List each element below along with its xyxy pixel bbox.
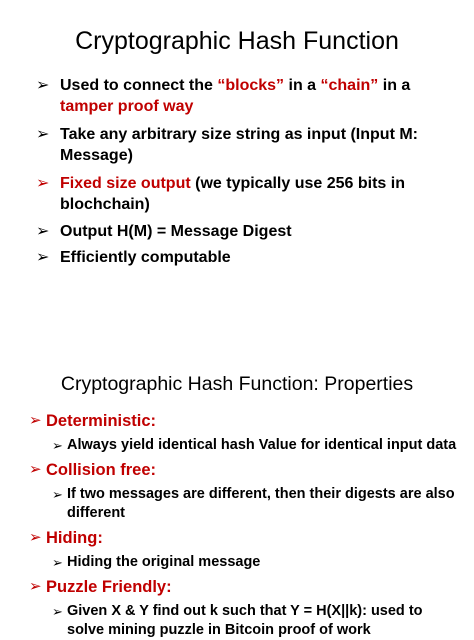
bullet-1-tamper: tamper proof way xyxy=(60,98,194,115)
arrow-bullet-icon: ➢ xyxy=(52,438,63,453)
property-collision-free xyxy=(29,460,157,480)
property-deterministic xyxy=(29,411,157,431)
arrow-bullet-icon: ➢ xyxy=(29,578,42,595)
property-heading: Collision free: xyxy=(46,461,157,479)
property-detail xyxy=(52,485,455,523)
arrow-bullet-icon: ➢ xyxy=(36,175,50,192)
slide-title: Cryptographic Hash Function xyxy=(75,27,399,55)
bullet-2-text: Take any arbitrary size string as input (Input M: xyxy=(60,126,418,143)
property-detail-text: Always yield identical hash Value for identical input data xyxy=(67,437,457,453)
property-detail xyxy=(52,553,261,572)
arrow-bullet-icon: ➢ xyxy=(52,487,63,502)
property-heading: Puzzle Friendly: xyxy=(46,578,172,596)
bullet-3-fixed: Fixed size output xyxy=(60,175,191,192)
bullet-2-text-2: Message) xyxy=(60,147,133,164)
bullet-5-text: Efficiently computable xyxy=(60,249,231,266)
slide-hash-properties xyxy=(0,360,474,638)
bullet-1-text-c: in a xyxy=(378,77,411,94)
property-detail xyxy=(52,436,457,455)
bullet-4-text: Output H(M) = Message Digest xyxy=(60,223,292,240)
bullet-4 xyxy=(36,221,292,242)
arrow-bullet-icon: ➢ xyxy=(36,126,50,143)
arrow-bullet-icon: ➢ xyxy=(29,461,42,478)
bullet-3 xyxy=(36,173,405,215)
bullet-1 xyxy=(36,75,411,117)
property-detail-text: Given X & Y find out k such that Y = H(X||k): used to xyxy=(67,603,423,619)
arrow-bullet-icon: ➢ xyxy=(52,555,63,570)
arrow-bullet-icon: ➢ xyxy=(36,77,50,94)
arrow-bullet-icon: ➢ xyxy=(36,223,50,240)
property-detail-text: solve mining puzzle in Bitcoin proof of work xyxy=(67,622,371,638)
bullet-1-blocks: “blocks” xyxy=(217,77,285,94)
bullet-5 xyxy=(36,247,231,268)
property-detail-text: If two messages are different, then their digests are also xyxy=(67,486,455,502)
property-heading: Deterministic: xyxy=(46,412,157,430)
property-hiding xyxy=(29,528,103,548)
arrow-bullet-icon: ➢ xyxy=(52,604,63,619)
property-detail xyxy=(52,602,423,640)
bullet-1-chain: “chain” xyxy=(320,77,379,94)
arrow-bullet-icon: ➢ xyxy=(29,529,42,546)
slide-title: Cryptographic Hash Function: Properties xyxy=(60,373,414,395)
property-detail-text: Hiding the original message xyxy=(67,554,261,570)
property-puzzle-friendly xyxy=(29,577,172,597)
bullet-1-text-a: Used to connect the xyxy=(60,77,218,94)
property-detail-text: different xyxy=(67,505,125,521)
bullet-3-text: (we typically use 256 bits in xyxy=(190,175,405,192)
bullet-2 xyxy=(36,124,418,166)
bullet-1-text-b: in a xyxy=(284,77,321,94)
arrow-bullet-icon: ➢ xyxy=(36,249,50,266)
bullet-3-text-2: blochchain) xyxy=(60,196,150,213)
arrow-bullet-icon: ➢ xyxy=(29,412,42,429)
property-heading: Hiding: xyxy=(46,529,103,547)
